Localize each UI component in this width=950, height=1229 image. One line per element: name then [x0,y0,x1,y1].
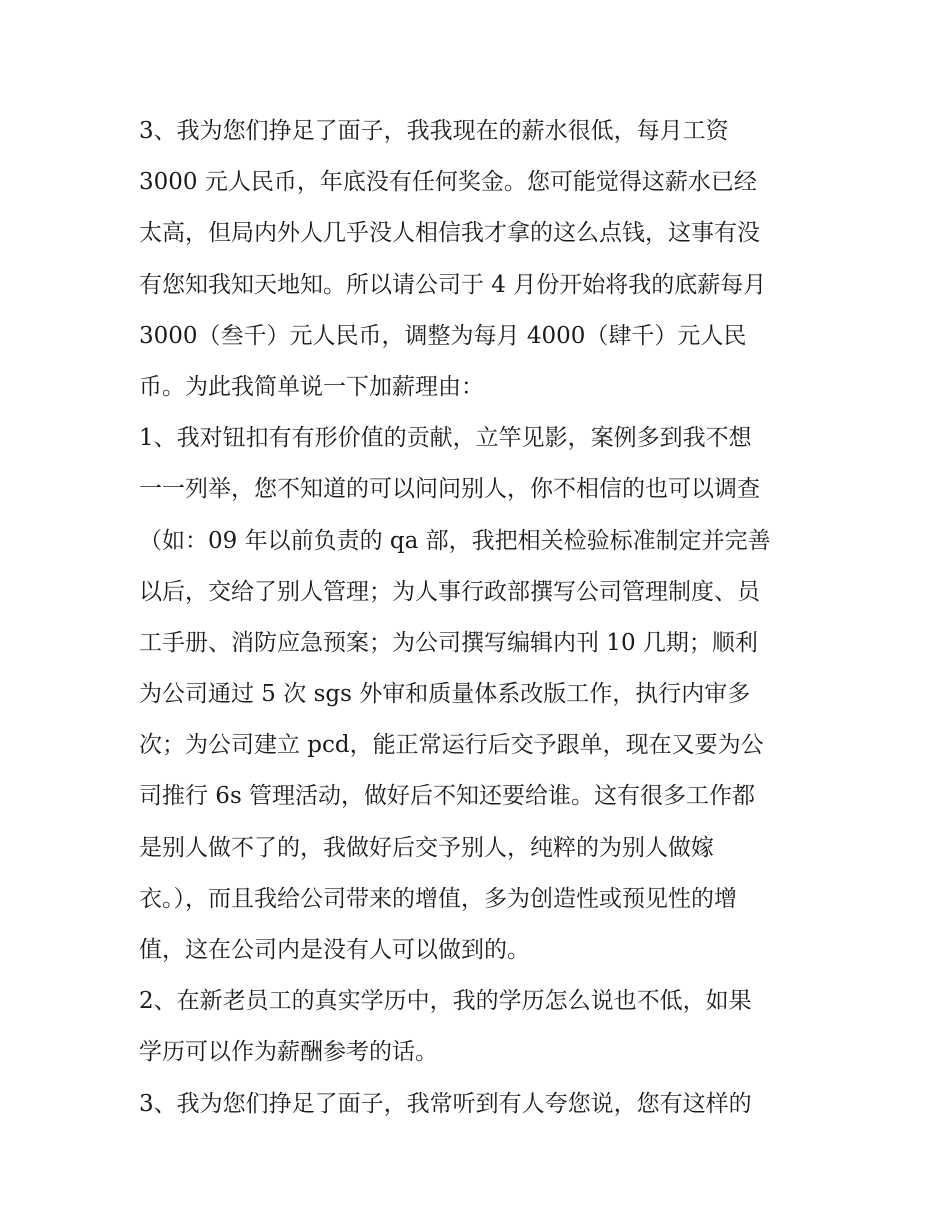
text-line: 3000 元人民币，年底没有任何奖金。您可能觉得这薪水已经 [139,169,757,196]
text-line: 3、我为您们挣足了面子，我我现在的薪水很低，每月工资 [139,118,729,144]
text-line: 太高，但局内外人几乎没人相信我才拿的这么点钱，这事有没 [139,220,760,247]
text-line: 2、在新老员工的真实学历中，我的学历怎么说也不低，如果 [139,988,752,1015]
text-line: 学历可以作为薪酬参考的话。 [139,1039,438,1066]
text-line: 为公司通过 5 次 sgs 外审和质量体系改版工作，执行内审多 [139,681,751,708]
text-line: 以后，交给了别人管理；为人事行政部撰写公司管理制度、员 [139,578,760,605]
text-line: 衣。），而且我给公司带来的增值，多为创造性或预见性的增 [139,885,737,912]
text-line: 次；为公司建立 pcd，能正常运行后交予跟单，现在又要为公 [139,732,764,759]
text-line: 有您知我知天地知。所以请公司于 4 月份开始将我的底薪每月 [139,271,767,298]
text-line: 1、我对钮扣有有形价值的贡献，立竿见影，案例多到我不想 [139,425,752,452]
text-line: 值，这在公司内是没有人可以做到的。 [139,937,530,963]
text-line: 币。为此我简单说一下加薪理由： [139,373,484,400]
text-line: 司推行 6s 管理活动，做好后不知还要给谁。这有很多工作都 [139,783,756,810]
document-body [139,106,819,1130]
text-line: 3000（叁千）元人民币，调整为每月 4000（肆千）元人民 [139,322,747,349]
text-line: 是别人做不了的，我做好后交予别人，纯粹的为别人做嫁 [139,834,714,861]
text-line: 3、我为您们挣足了面子，我常听到有人夸您说，您有这样的 [139,1090,752,1117]
text-line: 工手册、消防应急预案；为公司撰写编辑内刊 10 几期；顺利 [139,629,758,656]
text-line: （如：09 年以前负责的 qa 部，我把相关检验标准制定并完善 [139,527,771,554]
text-line: 一一列举，您不知道的可以问问别人，你不相信的也可以调查 [139,476,760,503]
